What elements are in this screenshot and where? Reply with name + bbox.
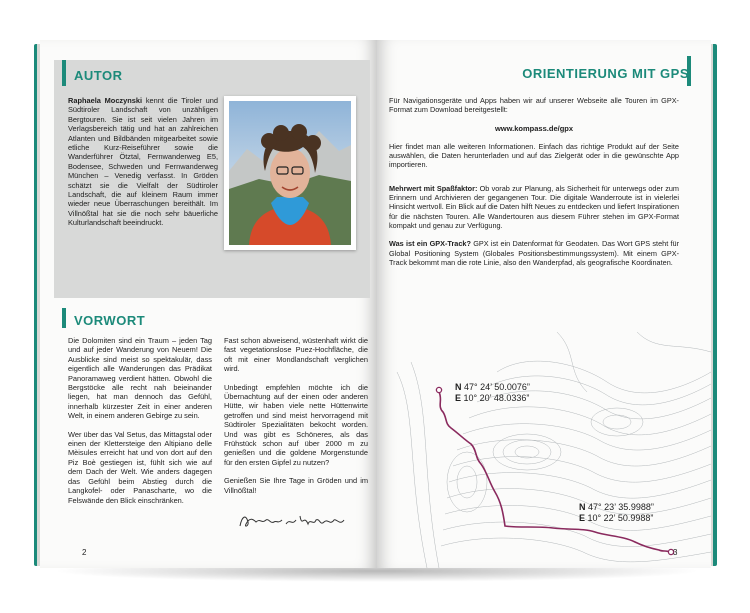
added-value-paragraph: Mehrwert mit Spaßfaktor: Ob vorab zur Planung, als Sicherheit für unterwegs oder zum Erinnern und Archivieren der gegangenen Tour. Die digitale Wanderroute ist in vielerlei Hinsicht wertvoll. Ein Blick auf die Daten hilft Neues zu entdecken und liefert Inspirationen für die nächsten Touren. Alle Wandertouren aus diesem Führer stehen im GPX-Format kompakt und genau zur Verfügung. (389, 183, 680, 230)
topo-map (377, 332, 711, 568)
foreword-accent-bar (62, 308, 66, 328)
page-number-left: 2 (82, 548, 87, 557)
foreword-paragraph: Die Dolomiten sind ein Traum – jeden Tag und auf jeder Wanderung von Neuem! Die Ausblicke sind meist so spektakulär, dass eigentlich alle Wanderungen das Prädikat Panoramaweg verdient hätten. Obwohl die Bergstöcke alle recht nah beieinander liegen, hat man dennoch das Gefühl, innerhalb kürzester Zeit in einer anderen Welt, in einem anderen Gebirge zu sein. (68, 336, 212, 421)
author-heading: AUTOR (74, 68, 123, 83)
start-point-marker (436, 387, 441, 392)
right-page (377, 40, 711, 568)
foreword-column-1 (68, 336, 212, 514)
page-number-right: 3 (673, 548, 678, 557)
gpx-url-link[interactable]: www.kompass.de/gpx (494, 123, 574, 133)
author-name: Raphaela Moczynski (68, 96, 143, 105)
foreword-heading: VORWORT (74, 313, 146, 328)
gpx-track-paragraph: Was ist ein GPX-Track? GPX ist ein Datenformat für Geodaten. Das Wort GPS steht für Global Positioning System (Globales Positionsbestimmungssystem). Mit einem GPX-Track bekommt man die rote Linie, also den Wanderpfad, als geografische Koordinaten. (389, 239, 680, 267)
gps-heading: ORIENTIERUNG MIT GPS (522, 66, 689, 81)
author-text: Raphaela Moczynski kennt die Tiroler und Südtiroler Landschaft von unzähligen Bergtouren. Sie ist seit vielen Jahren im Verlagsbereich tätig und hat an zahlreichen Atlanten und Bildbänden mitgearbeitet sowie etliche Kurz-Reiseführer sowie die Wanderführer Ötztal, Fernwanderweg E5, Bodensee, Schweden und Fernwanderweg München – Venedig verfasst. In Gröden schätzt sie die Vielfalt der Südtiroler Landschaft, die auf kleinem Raum immer wieder neue Überraschungen bereithält. Im Villnößtal hat sie die noch sehr bäuerliche Kulturlandschaft beeindruckt. (68, 96, 218, 228)
gps-text (389, 96, 679, 276)
author-accent-bar (62, 60, 66, 86)
author-signature (236, 508, 356, 534)
gps-more-info: Hier findet man alle weiteren Informationen. Einfach das richtige Produkt auf der Seite auswählen, die Daten herunterladen und auf das Zielgerät oder in die gewünschte App importieren. (389, 141, 679, 170)
foreword-column-2 (224, 336, 368, 504)
left-page (40, 40, 377, 568)
gps-intro: Für Navigationsgeräte und Apps haben wir auf unserer Webseite alle Touren im GPX-Format zum Download bereitgestellt: (389, 96, 679, 115)
foreword-paragraph: Genießen Sie Ihre Tage in Gröden und im Villnößtal! (224, 476, 368, 495)
open-book (40, 40, 716, 575)
foreword-paragraph: Unbedingt empfehlen möchte ich die Übernachtung auf der einen oder anderen Hütte, wir haben viele nette Hüttenwirte getroffen und sind meist hervorragend mit Südtiroler Spezialitäten bekocht worden. Und was gibt es Schöneres, als das Frühstück schon auf über 2000 m zu genießen und die goldene Morgenstunde für den ersten Gipfel zu nutzen? (224, 382, 368, 467)
end-coordinates: N 47° 23’ 35.9988” E 10° 22’ 50.9988” (579, 502, 654, 523)
author-photo (224, 96, 356, 250)
foreword-paragraph: Wer über das Val Setus, das Mittagstal oder einen der Klettersteige den Altipiano delle Mèisules erreicht hat und von dort auf den Piz Boè gestiegen ist, fühlt sich wie auf dem Dach der Welt. Wie anders dagegen das Gefühl beim Abstieg durch die Langkofel- oder Panascharte, wo die Felswände den Blick einschränken. (68, 429, 212, 505)
start-coordinates: N 47° 24’ 50.0076” E 10° 20’ 48.0336” (455, 382, 530, 403)
foreword-paragraph: Fast schon abweisend, wüstenhaft wirkt die fast vegetationslose Puez-Hochfläche, die oft mit einer Mondlandschaft verglichen wird. (224, 336, 368, 374)
